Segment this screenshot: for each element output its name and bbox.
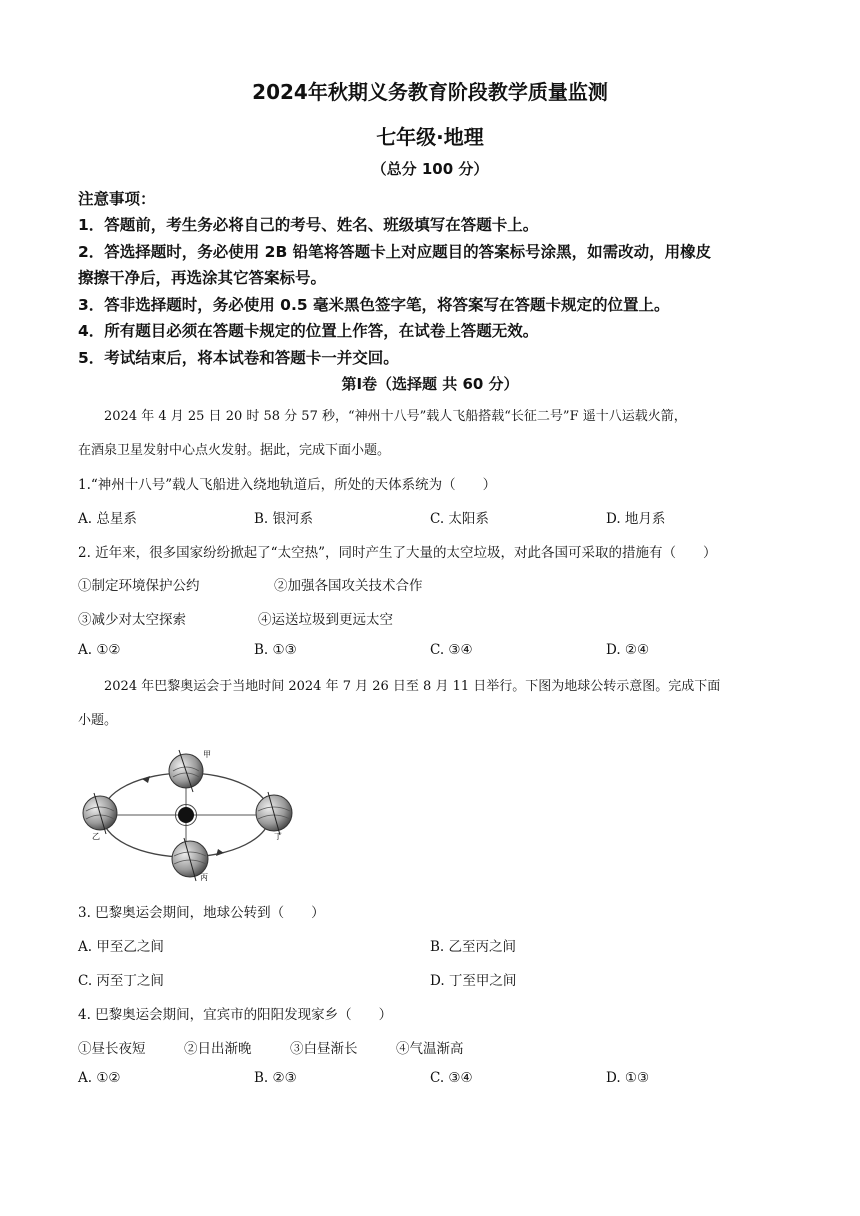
q1-option-a: A. 总星系 xyxy=(78,511,137,527)
orbit-arrow-icon xyxy=(142,776,150,783)
q2-choice-2: ②加强各国攻关技术合作 xyxy=(274,578,423,594)
q3-option-c: C. 丙至丁之间 xyxy=(78,973,164,989)
notice-item-1: 1．答题前，考生务必将自己的考号、姓名、班级填写在答题卡上。 xyxy=(78,216,539,234)
q4-option-a: A. ①② xyxy=(78,1070,121,1086)
q2-choice-4: ④运送垃圾到更远太空 xyxy=(258,612,393,628)
q3-stem: 3. 巴黎奥运会期间，地球公转到（ ） xyxy=(78,905,325,921)
section-title: 第Ⅰ卷（选择题 共 60 分） xyxy=(341,375,519,393)
q2-option-a: A. ①② xyxy=(78,642,121,658)
label-jia: 甲 xyxy=(203,750,211,759)
q2-option-c: C. ③④ xyxy=(430,642,473,658)
label-bing: 丙 xyxy=(200,873,208,882)
q4-stem: 4. 巴黎奥运会期间，宜宾市的阳阳发现家乡（ ） xyxy=(78,1007,393,1023)
q1-option-b: B. 银河系 xyxy=(254,511,314,527)
earth-jia xyxy=(169,750,203,792)
label-ding: 丁 xyxy=(274,832,282,841)
orbit-arrow-icon xyxy=(216,849,224,856)
q1-stem: 1.“神州十八号”载人飞船进入绕地轨道后，所处的天体系统为（ ） xyxy=(78,477,497,493)
q3-option-d: D. 丁至甲之间 xyxy=(430,973,517,989)
q1-option-c: C. 太阳系 xyxy=(430,511,489,527)
q4-choice-3: ③白昼渐长 xyxy=(290,1041,358,1057)
q1-option-d: D. 地月系 xyxy=(606,511,666,527)
passage1-line2: 在酒泉卫星发射中心点火发射。据此，完成下面小题。 xyxy=(78,443,391,458)
q2-option-b: B. ①③ xyxy=(254,642,297,658)
q2-choice-3: ③减少对太空探索 xyxy=(78,612,186,628)
passage2-line1: 2024 年巴黎奥运会于当地时间 2024 年 7 月 26 日至 8 月 11 日举行。下图为地球公转示意图。完成下面 xyxy=(104,679,721,694)
label-yi: 乙 xyxy=(92,832,100,841)
total-score: （总分 100 分） xyxy=(371,160,489,178)
q4-option-d: D. ①③ xyxy=(606,1070,650,1086)
q2-choice-1: ①制定环境保护公约 xyxy=(78,578,200,594)
q4-option-c: C. ③④ xyxy=(430,1070,473,1086)
q4-option-b: B. ②③ xyxy=(254,1070,297,1086)
notice-item-2-cont: 擦擦干净后，再选涂其它答案标号。 xyxy=(78,269,327,287)
earth-yi xyxy=(83,793,117,834)
notice-heading: 注意事项： xyxy=(78,190,156,208)
q4-choice-1: ①昼长夜短 xyxy=(78,1041,146,1057)
q3-option-a: A. 甲至乙之间 xyxy=(78,939,164,955)
passage2-line2: 小题。 xyxy=(78,713,118,728)
q4-choice-2: ②日出渐晚 xyxy=(184,1041,252,1057)
earth-ding xyxy=(256,792,292,835)
earth-orbit-diagram xyxy=(78,741,300,883)
exam-subtitle: 七年级·地理 xyxy=(376,125,484,149)
notice-item-4: 4．所有题目必须在答题卡规定的位置上作答，在试卷上答题无效。 xyxy=(78,322,539,340)
q3-option-b: B. 乙至丙之间 xyxy=(430,939,517,955)
q4-choice-4: ④气温渐高 xyxy=(396,1041,464,1057)
q2-option-d: D. ②④ xyxy=(606,642,650,658)
q2-stem: 2. 近年来，很多国家纷纷掀起了“太空热”，同时产生了大量的太空垃圾，对此各国可采取的措施有（ ） xyxy=(78,545,717,561)
exam-title: 2024年秋期义务教育阶段教学质量监测 xyxy=(252,80,608,104)
sun xyxy=(178,807,194,823)
passage1-line1: 2024 年 4 月 25 日 20 时 58 分 57 秒，“神州十八号”载人飞船搭载“长征二号”F 遥十八运载火箭， xyxy=(104,409,687,424)
notice-item-3: 3．答非选择题时，务必使用 0.5 毫米黑色签字笔，将答案写在答题卡规定的位置上。 xyxy=(78,296,670,314)
notice-item-2: 2．答选择题时，务必使用 2B 铅笔将答题卡上对应题目的答案标号涂黑，如需改动，用橡皮 xyxy=(78,243,712,261)
notice-item-5: 5．考试结束后，将本试卷和答题卡一并交回。 xyxy=(78,349,399,367)
